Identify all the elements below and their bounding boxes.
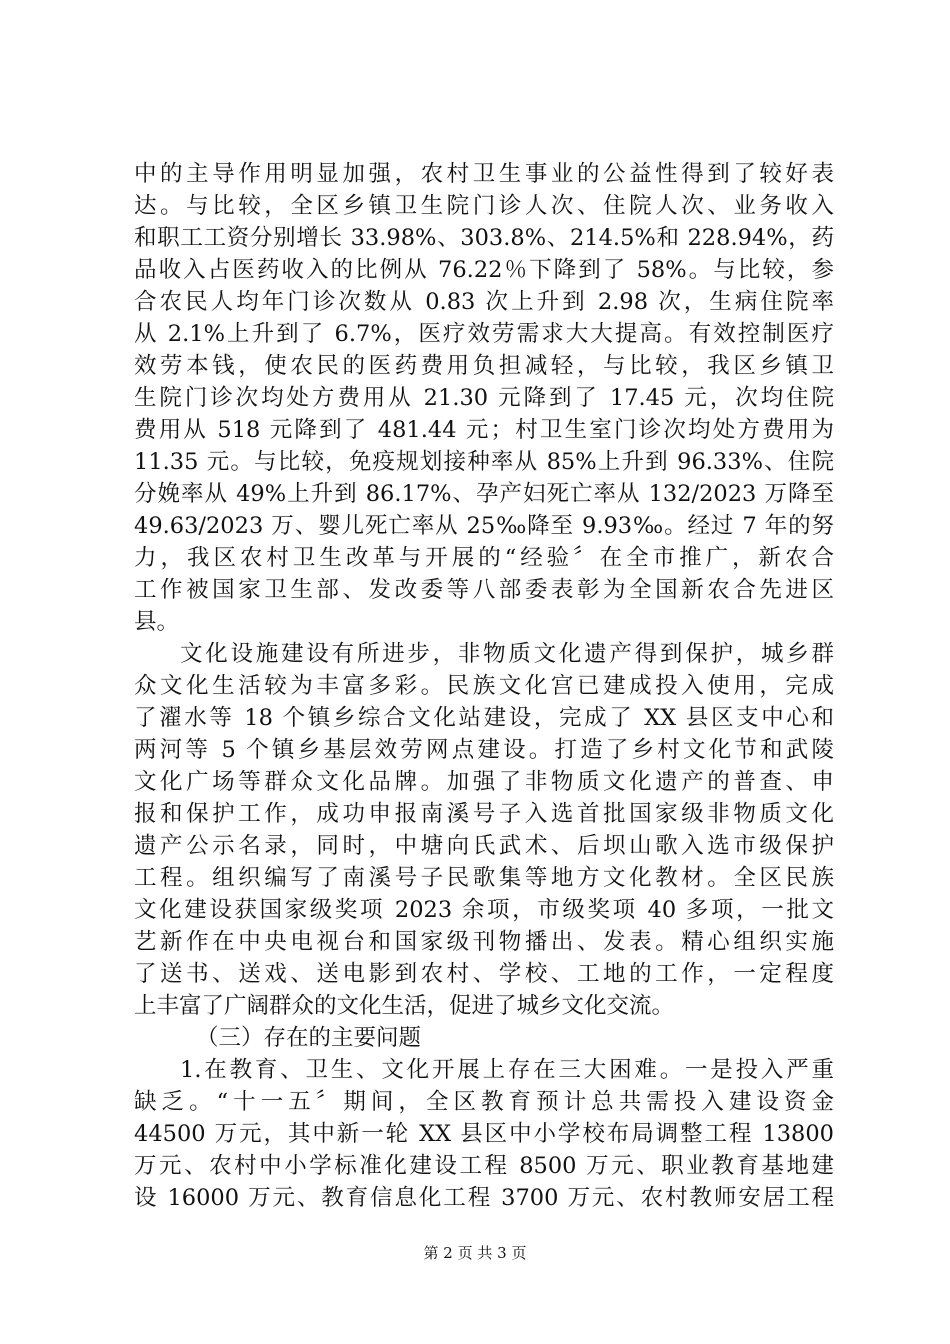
page-footer: 第 2 页 共 3 页 <box>423 1244 527 1262</box>
text-line: 众文化生活较为丰富多彩。民族文化宫已建成投入使用，完成 <box>134 673 834 699</box>
text-line: 力，我区农村卫生改革与开展的“经验〞在全市推广，新农合 <box>134 545 834 571</box>
document-body <box>134 158 834 1214</box>
text-line: 文化广场等群众文化品牌。加强了非物质文化遗产的普查、申 <box>134 769 834 795</box>
section-heading: （三）存在的主要问题 <box>196 1025 422 1051</box>
text-line: 从 2.1%上升到了 6.7%，医疗效劳需求大大提高。有效控制医疗 <box>134 321 834 347</box>
text-line: 44500 万元，其中新一轮 XX 县区中小学校布局调整工程 13800 <box>134 1121 834 1147</box>
text-line: 县。 <box>134 609 180 635</box>
text-line: 艺新作在中央电视台和国家级刊物播出、发表。精心组织实施 <box>134 929 834 955</box>
text-line: 文化设施建设有所进步，非物质文化遗产得到保护，城乡群 <box>180 641 834 667</box>
text-line: 两河等 5 个镇乡基层效劳网点建设。打造了乡村文化节和武陵 <box>134 737 834 763</box>
text-line: 11.35 元。与比较，免疫规划接种率从 85%上升到 96.33%、住院 <box>134 449 834 475</box>
text-line: 上丰富了广阔群众的文化生活，促进了城乡文化交流。 <box>134 993 675 1019</box>
text-line: 了送书、送戏、送电影到农村、学校、工地的工作，一定程度 <box>134 961 834 987</box>
text-line: 分娩率从 49%上升到 86.17%、孕产妇死亡率从 132/2023 万降至 <box>134 481 834 507</box>
text-line: 费用从 518 元降到了 481.44 元；村卫生室门诊次均处方费用为 <box>134 417 834 443</box>
text-line: 遗产公示名录，同时，中塘向氏武术、后坝山歌入选市级保护 <box>134 833 834 859</box>
text-line: 工程。组织编写了南溪号子民歌集等地方文化教材。全区民族 <box>134 865 834 891</box>
text-line: 报和保护工作，成功申报南溪号子入选首批国家级非物质文化 <box>134 801 834 827</box>
text-line: 达。与比较，全区乡镇卫生院门诊人次、住院人次、业务收入 <box>134 193 834 219</box>
text-line: 缺乏。“十一五〞期间，全区教育预计总共需投入建设资金 <box>134 1089 834 1115</box>
text-line: 工作被国家卫生部、发改委等八部委表彰为全国新农合先进区 <box>134 577 834 603</box>
text-line: 万元、农村中小学标准化建设工程 8500 万元、职业教育基地建 <box>134 1153 834 1179</box>
text-line: 文化建设获国家级奖项 2023 余项，市级奖项 40 多项，一批文 <box>134 897 834 923</box>
text-line: 1.在教育、卫生、文化开展上存在三大困难。一是投入严重 <box>180 1057 834 1083</box>
text-line: 中的主导作用明显加强，农村卫生事业的公益性得到了较好表 <box>134 161 834 187</box>
text-line: 49.63/2023 万、婴儿死亡率从 25‰降至 9.93‰。经过 7 年的努 <box>134 513 834 539</box>
text-line: 和职工工资分别增长 33.98%、303.8%、214.5%和 228.94%，药 <box>134 225 834 251</box>
paragraph-rural-health <box>134 158 834 638</box>
text-line: 合农民人均年门诊次数从 0.83 次上升到 2.98 次，生病住院率 <box>134 289 834 315</box>
text-line: 生院门诊次均处方费用从 21.30 元降到了 17.45 元，次均住院 <box>134 385 834 411</box>
paragraph-culture <box>134 638 834 1022</box>
paragraph-main-problems <box>134 1054 834 1214</box>
text-line: 效劳本钱，使农民的医药费用负担减轻，与比较，我区乡镇卫 <box>134 353 834 379</box>
text-line: 了濯水等 18 个镇乡综合文化站建设，完成了 XX 县区支中心和 <box>134 705 834 731</box>
text-line: 设 16000 万元、教育信息化工程 3700 万元、农村教师安居工程 <box>134 1185 834 1211</box>
text-line: 品收入占医药收入的比例从 76.22％下降到了 58%。与比较，参 <box>134 257 834 283</box>
